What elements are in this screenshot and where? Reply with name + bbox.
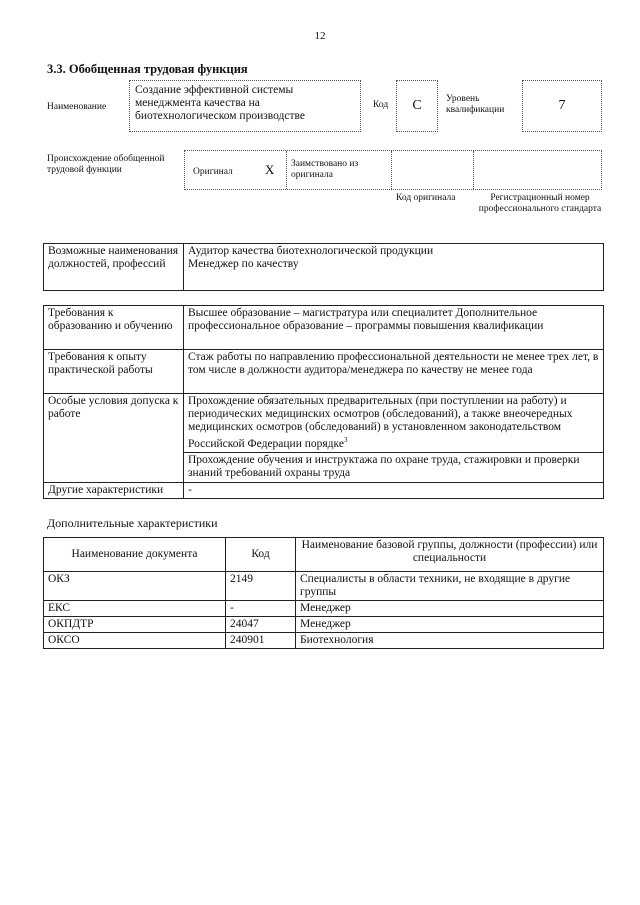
header-code: Код bbox=[226, 538, 296, 572]
requirement-value: Высшее образование – магистратура или специалитет Дополнительное профессиональное образование – программы повышения квалификации bbox=[184, 306, 604, 350]
page-number: 12 bbox=[314, 30, 326, 42]
cell-group: Менеджер bbox=[296, 601, 604, 617]
borrowed-label: Заимствовано из оригинала bbox=[291, 159, 359, 180]
name-label: Наименование bbox=[47, 102, 107, 112]
additional-header-row bbox=[44, 538, 604, 572]
requirement-label: Другие характеристики bbox=[44, 482, 184, 498]
table-row bbox=[44, 617, 604, 633]
table-row bbox=[44, 601, 604, 617]
origin-divider-3 bbox=[473, 151, 474, 189]
code-original-caption: Код оригинала bbox=[396, 193, 456, 203]
requirement-value bbox=[184, 394, 604, 453]
table-row bbox=[44, 633, 604, 649]
cell-group: Менеджер bbox=[296, 617, 604, 633]
cell-document: ОКПДТР bbox=[44, 617, 226, 633]
requirement-value: Прохождение обучения и инструктажа по охране труда, стажировки и проверки знаний требований охраны труда bbox=[184, 452, 604, 482]
origin-divider-1 bbox=[286, 151, 287, 189]
function-name-box bbox=[129, 80, 361, 132]
table-row bbox=[44, 572, 604, 601]
requirement-row-conditions bbox=[44, 394, 604, 453]
original-mark: X bbox=[265, 162, 275, 177]
code-value: C bbox=[412, 98, 422, 113]
cell-document: ОКЗ bbox=[44, 572, 226, 601]
level-value: 7 bbox=[558, 98, 566, 113]
cell-group: Биотехнология bbox=[296, 633, 604, 649]
cell-document: ЕКС bbox=[44, 601, 226, 617]
cell-code: 24047 bbox=[226, 617, 296, 633]
function-name-value: Создание эффективной системы менеджмента качества на биотехнологическом производстве bbox=[135, 84, 305, 122]
requirement-row-experience bbox=[44, 350, 604, 394]
origin-divider-2 bbox=[391, 151, 392, 189]
requirement-value: Стаж работы по направлению профессиональной деятельности не менее трех лет, в том числе в должности аудитора/менеджера по качеству не менее года bbox=[184, 350, 604, 394]
cell-code: 2149 bbox=[226, 572, 296, 601]
header-group: Наименование базовой группы, должности (профессии) или специальности bbox=[296, 538, 604, 572]
position-item: Аудитор качества биотехнологической продукции bbox=[188, 245, 434, 257]
level-box bbox=[522, 80, 602, 132]
origin-label: Происхождение обобщенной трудовой функции bbox=[47, 154, 165, 175]
requirement-label: Особые условия допуска к работе bbox=[44, 394, 184, 483]
medical-text: Прохождение обязательных предварительных (при поступлении на работу) и периодических медицинских осмотров (обследований), а также внеочередных медицинских осмотров (обследований) в установленном законодательством Российской Федерации порядке bbox=[188, 395, 573, 450]
footnote-mark: 3 bbox=[343, 436, 348, 444]
code-label: Код bbox=[373, 100, 389, 110]
origin-box bbox=[184, 150, 602, 190]
cell-code: - bbox=[226, 601, 296, 617]
positions-table bbox=[43, 243, 604, 291]
requirement-value: - bbox=[184, 482, 604, 498]
positions-row bbox=[44, 244, 604, 291]
additional-table bbox=[43, 537, 604, 649]
position-item: Менеджер по качеству bbox=[188, 258, 299, 270]
requirement-label: Требования к опыту практической работы bbox=[44, 350, 184, 394]
requirement-row-education bbox=[44, 306, 604, 350]
additional-title: Дополнительные характеристики bbox=[47, 516, 218, 530]
original-label: Оригинал bbox=[193, 167, 233, 177]
requirements-table bbox=[43, 305, 604, 499]
code-box bbox=[396, 80, 438, 132]
requirement-row-other bbox=[44, 482, 604, 498]
cell-document: ОКСО bbox=[44, 633, 226, 649]
requirement-label: Требования к образованию и обучению bbox=[44, 306, 184, 350]
positions-values bbox=[184, 244, 604, 291]
cell-code: 240901 bbox=[226, 633, 296, 649]
positions-label: Возможные наименования должностей, профессий bbox=[44, 244, 184, 291]
section-title: 3.3. Обобщенная трудовая функция bbox=[47, 62, 248, 76]
cell-group: Специалисты в области техники, не входящие в другие группы bbox=[296, 572, 604, 601]
reg-number-caption: Регистрационный номер профессионального стандарта bbox=[478, 193, 602, 214]
level-label: Уровень квалификации bbox=[446, 94, 505, 115]
header-document: Наименование документа bbox=[44, 538, 226, 572]
